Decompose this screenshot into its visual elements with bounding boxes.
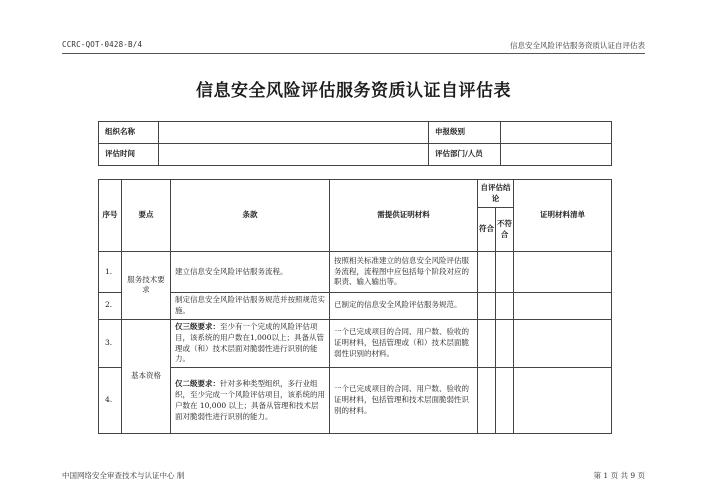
eval-time-field[interactable] <box>159 144 429 166</box>
row-materials: 一个已完成项目的合同、用户数、验收的证明材料，包括管理或（和）技术层面脆弱性识别的材料。 <box>330 319 478 368</box>
conform-cell[interactable] <box>478 293 496 320</box>
col-materials-header: 需提供证明材料 <box>330 180 478 252</box>
col-not-conform-header: 不符合 <box>496 208 514 252</box>
eval-dept-field[interactable] <box>501 144 612 166</box>
col-evidence-list-header: 证明材料清单 <box>514 180 612 252</box>
col-self-eval-header: 自评估结论 <box>478 180 514 208</box>
info-table <box>98 121 612 166</box>
evidence-cell[interactable] <box>514 368 612 434</box>
table-row <box>99 252 612 293</box>
evidence-cell[interactable] <box>514 252 612 293</box>
conform-cell[interactable] <box>478 319 496 368</box>
org-name-label: 组织名称 <box>99 122 159 144</box>
col-seq-header: 序号 <box>99 180 122 252</box>
row-clause-prefix: 仅二级要求： <box>175 379 220 388</box>
row-num: 1. <box>99 252 122 293</box>
row-clause-prefix: 仅三级要求： <box>175 321 220 331</box>
row-num: 2. <box>99 293 122 320</box>
doc-code: CCRC-QOT-0428-B/4 <box>62 40 143 49</box>
row-clause: 制定信息安全风险评估服务规范并按照规范实施。 <box>171 293 330 320</box>
header-rule <box>62 53 645 54</box>
row-num: 4. <box>99 368 122 434</box>
row-clause: 建立信息安全风险评估服务流程。 <box>171 252 330 293</box>
not-conform-cell[interactable] <box>496 293 514 320</box>
table-row <box>99 293 612 320</box>
table-row <box>99 368 612 434</box>
footer-org: 中国网络安全审查技术与认证中心 制 <box>62 471 185 480</box>
apply-level-label: 申报级别 <box>429 122 501 144</box>
row-clause-text: 针对多种类型组织，多行业组织，至少完成一个风险评估项目，该系统的用户数在 10,000 以上；具备从管理和技术层面对脆弱性进行识别的能力。 <box>175 379 325 421</box>
col-keypoint-header: 要点 <box>122 180 171 252</box>
row-clause-text: 至少有一个完成的风险评估项目，该系统的用户数在1,000以上；具备从管理或（和）技术层面对脆弱性进行识别的能力。 <box>175 321 324 364</box>
evidence-cell[interactable] <box>514 319 612 368</box>
row-materials: 一个已完成项目的合同、用户数、验收的证明材料，包括管理和技术层面脆弱性识别的材料。 <box>330 368 478 434</box>
row-num: 3. <box>99 319 122 368</box>
col-conform-header: 符合 <box>478 208 496 252</box>
row-materials: 已制定的信息安全风险评估服务规范。 <box>330 293 478 320</box>
not-conform-cell[interactable] <box>496 368 514 434</box>
conform-cell[interactable] <box>478 368 496 434</box>
self-eval-table <box>98 179 612 434</box>
page-title: 信息安全风险评估服务资质认证自评估表 <box>196 81 511 101</box>
footer-page: 第 1 页 共 9 页 <box>593 471 645 480</box>
eval-time-label: 评估时间 <box>99 144 159 166</box>
row-clause <box>171 319 330 368</box>
page-header <box>62 38 645 52</box>
eval-dept-label: 评估部门/人员 <box>429 144 501 166</box>
not-conform-cell[interactable] <box>496 252 514 293</box>
group-basic-qual: 基本资格 <box>122 319 171 434</box>
apply-level-field[interactable] <box>501 122 612 144</box>
conform-cell[interactable] <box>478 252 496 293</box>
row-materials: 按照相关标准建立的信息安全风险评估服务流程，流程图中应包括每个阶段对应的职责、输入输出等。 <box>330 252 478 293</box>
evidence-cell[interactable] <box>514 293 612 320</box>
not-conform-cell[interactable] <box>496 319 514 368</box>
table-row <box>99 319 612 368</box>
doc-name: 信息安全风险评估服务资质认证自评估表 <box>510 41 645 50</box>
org-name-field[interactable] <box>159 122 429 144</box>
group-service-tech: 服务技术要求 <box>122 252 171 320</box>
row-clause <box>171 368 330 434</box>
col-clause-header: 条款 <box>171 180 330 252</box>
